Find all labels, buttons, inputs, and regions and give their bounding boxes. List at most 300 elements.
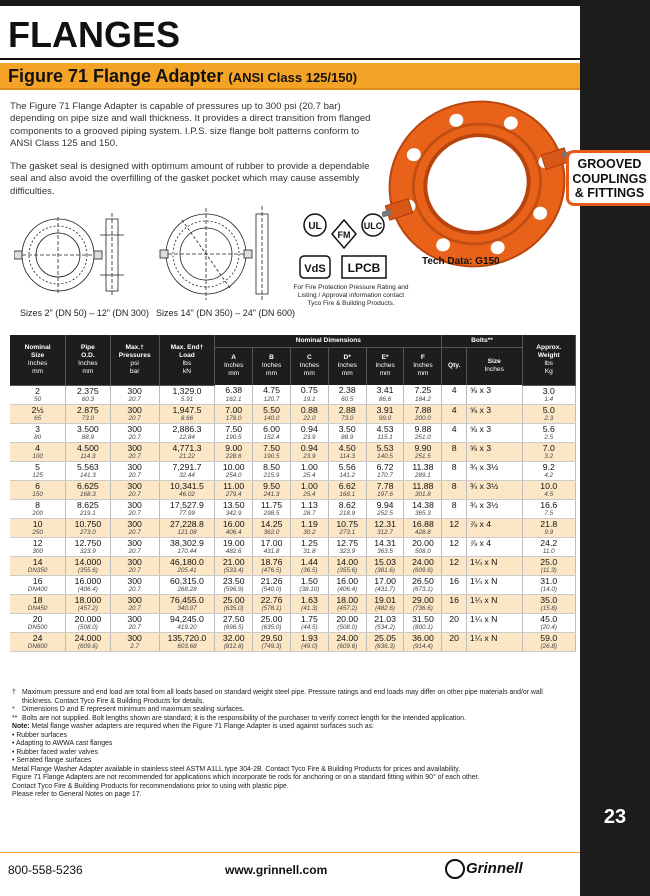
table-cell: (476.5) <box>253 567 291 576</box>
table-cell: 21.26 <box>253 575 291 586</box>
table-cell: ⅝ x 3 <box>466 404 522 415</box>
table-cell: 9.2 <box>522 461 575 472</box>
table-cell: 27.50 <box>215 613 253 624</box>
table-cell: 162.1 <box>215 396 253 405</box>
table-cell: 8.66 <box>159 415 215 424</box>
svg-text:FM: FM <box>337 230 351 240</box>
table-cell: 168.1 <box>328 491 366 500</box>
table-cell: 1.19 <box>290 518 328 529</box>
table-cell: 300 <box>110 461 159 472</box>
table-cell: 0.75 <box>290 385 328 396</box>
table-cell: 10 <box>10 518 66 529</box>
fm-logo-icon <box>332 220 356 248</box>
table-cell: 16 <box>10 575 66 586</box>
table-cell: (44.5) <box>290 624 328 633</box>
table-cell: 250 <box>10 529 66 538</box>
table-cell: ⅝ x 3 <box>466 385 522 396</box>
table-cell: 11.0 <box>522 548 575 557</box>
table-cell: (749.3) <box>253 643 291 652</box>
table-cell: 36.00 <box>404 632 442 643</box>
table-cell <box>466 643 522 652</box>
table-cell: 5.91 <box>159 396 215 405</box>
table-cell: 1¼ x N <box>466 594 522 605</box>
table-cell: 18.00 <box>328 594 366 605</box>
table-row <box>10 518 576 529</box>
table-cell: 197.6 <box>366 491 404 500</box>
table-cell <box>466 567 522 576</box>
table-cell: 4 <box>10 442 66 453</box>
table-cell <box>442 396 466 405</box>
table-row-metric <box>10 491 576 500</box>
table-cell: 218.9 <box>328 510 366 519</box>
table-cell: 26.50 <box>404 575 442 586</box>
table-cell: DN450 <box>10 605 66 614</box>
table-cell <box>466 434 522 443</box>
drawing-large-sizes <box>152 200 280 308</box>
table-cell: 300 <box>110 594 159 605</box>
table-cell: 6.38 <box>215 385 253 396</box>
table-cell: 4,771.3 <box>159 442 215 453</box>
table-cell: 8 <box>442 461 466 472</box>
table-cell: (636.3) <box>366 643 404 652</box>
col-d: D* Inches mm <box>328 347 366 385</box>
table-cell: (26.8) <box>522 643 575 652</box>
table-cell: 1.4 <box>522 396 575 405</box>
footer-website-link[interactable]: www.grinnell.com <box>225 863 328 877</box>
table-cell: 268.28 <box>159 586 215 595</box>
table-cell: 3.2 <box>522 453 575 462</box>
table-cell: 20.000 <box>66 613 111 624</box>
table-cell <box>466 472 522 481</box>
table-cell: 4 <box>442 404 466 415</box>
table-cell: 300 <box>110 385 159 396</box>
table-cell: 20.7 <box>110 472 159 481</box>
table-cell: 603.68 <box>159 643 215 652</box>
svg-text:VdS: VdS <box>304 263 326 275</box>
table-cell: (36.5) <box>290 567 328 576</box>
table-row <box>10 404 576 415</box>
table-cell: 2½ <box>10 404 66 415</box>
note-tie-rods: Figure 71 Flange Adapters are not recommended for applications which incorporate tie rods for anchoring or on a standard fitting within 90° of each other. <box>12 774 480 781</box>
table-cell <box>442 605 466 614</box>
table-cell: 27,228.8 <box>159 518 215 529</box>
table-cell: DN400 <box>10 586 66 595</box>
table-cell: 9.9 <box>522 529 575 538</box>
table-cell: 2.5 <box>522 434 575 443</box>
table-cell: 363.5 <box>366 548 404 557</box>
table-cell <box>442 567 466 576</box>
grinnell-logo-icon <box>445 859 465 879</box>
table-cell: 1.63 <box>290 594 328 605</box>
table-cell: 22.76 <box>253 594 291 605</box>
table-cell: 8.625 <box>66 499 111 510</box>
table-cell: 121.08 <box>159 529 215 538</box>
table-cell: 20.7 <box>110 434 159 443</box>
table-cell: 8.62 <box>328 499 366 510</box>
table-cell: ¾ x 3½ <box>466 480 522 491</box>
table-cell: 86.6 <box>366 396 404 405</box>
table-cell: 21.8 <box>522 518 575 529</box>
table-cell: 251.5 <box>404 453 442 462</box>
table-cell: 219.1 <box>66 510 111 519</box>
table-cell: 2.38 <box>328 385 366 396</box>
table-cell: 76,455.0 <box>159 594 215 605</box>
table-cell: 11.88 <box>404 480 442 491</box>
note-pressure: † Maximum pressure and end load are total from all loads based on standard weight steel pipe. Pressure ratings and end loads may differ on other pipe materials and/or wall thickness. Contact Tyco Fire & Building Products for details. <box>12 689 543 705</box>
table-cell: 11.00 <box>215 480 253 491</box>
table-cell: 300 <box>110 404 159 415</box>
table-cell: 10,341.5 <box>159 480 215 491</box>
table-cell: 3.50 <box>328 423 366 434</box>
table-cell: 20.7 <box>110 510 159 519</box>
table-cell: 2.88 <box>328 404 366 415</box>
table-cell: 140.0 <box>253 415 291 424</box>
table-row <box>10 499 576 510</box>
svg-text:ULC: ULC <box>363 221 383 231</box>
table-cell <box>466 529 522 538</box>
table-cell: (800.1) <box>404 624 442 633</box>
table-cell: 215.9 <box>253 472 291 481</box>
note-washer: Note: Metal flange washer adapters are required when the Figure 71 Flange Adapter is used against surfaces such as: <box>12 723 374 730</box>
table-cell: 17.00 <box>366 575 404 586</box>
table-cell: 10.00 <box>215 461 253 472</box>
table-cell: ⅝ x 3 <box>466 423 522 434</box>
table-cell: (578.1) <box>253 605 291 614</box>
table-cell: 23.50 <box>215 575 253 586</box>
table-cell: (355.6) <box>66 567 111 576</box>
table-cell <box>442 624 466 633</box>
table-cell: (736.6) <box>404 605 442 614</box>
table-cell: 279.4 <box>215 491 253 500</box>
table-cell: 7.78 <box>366 480 404 491</box>
table-cell: 115.1 <box>366 434 404 443</box>
table-cell: 7.0 <box>522 442 575 453</box>
table-cell: 141.3 <box>66 472 111 481</box>
table-cell: ⅞ x 4 <box>466 518 522 529</box>
table-cell: 300 <box>110 518 159 529</box>
table-cell: 2.7 <box>110 643 159 652</box>
table-cell: (609.6) <box>328 643 366 652</box>
col-max-pressure: Max.† Pressures psi bar <box>110 335 159 385</box>
table-cell: 135,720.0 <box>159 632 215 643</box>
table-cell: 15.03 <box>366 556 404 567</box>
table-cell: 16 <box>442 575 466 586</box>
table-cell: 1¼ x N <box>466 632 522 643</box>
table-cell: 1¼ x N <box>466 613 522 624</box>
table-cell: 4.500 <box>66 442 111 453</box>
table-cell: 14.31 <box>366 537 404 548</box>
table-cell: 168.3 <box>66 491 111 500</box>
table-cell: 14.38 <box>404 499 442 510</box>
table-cell: 14.25 <box>253 518 291 529</box>
table-cell: 28.7 <box>290 510 328 519</box>
table-cell <box>442 434 466 443</box>
table-row <box>10 385 576 396</box>
col-a: A Inches mm <box>215 347 253 385</box>
table-cell: 406.4 <box>215 529 253 538</box>
table-cell: 273.1 <box>328 529 366 538</box>
spec-table-body <box>10 385 576 651</box>
table-cell: (698.5) <box>215 624 253 633</box>
table-cell <box>466 548 522 557</box>
certification-logos <box>298 212 390 284</box>
table-cell: 18 <box>10 594 66 605</box>
table-cell: 190.5 <box>253 453 291 462</box>
table-cell: 31.50 <box>404 613 442 624</box>
note-stainless: Metal Flange Washer Adapter available in stainless steel ASTM A1LL type 304-2B. Contact Tyco Fire & Building Products for prices and availability. <box>12 765 461 773</box>
table-cell: 1.25 <box>290 537 328 548</box>
table-cell: ⅝ x 3 <box>466 442 522 453</box>
table-cell: (609.6) <box>66 643 111 652</box>
table-cell: 32.44 <box>159 472 215 481</box>
table-cell: 8 <box>442 480 466 491</box>
table-cell: 300 <box>110 499 159 510</box>
table-cell: 1.00 <box>290 480 328 491</box>
table-cell: 5.563 <box>66 461 111 472</box>
table-cell: (609.6) <box>404 567 442 576</box>
subtitle-bar <box>0 63 580 90</box>
table-cell: 5.53 <box>366 442 404 453</box>
table-cell: 14 <box>10 556 66 567</box>
table-cell: 32.00 <box>215 632 253 643</box>
table-cell: 35.0 <box>522 594 575 605</box>
table-cell: 23.9 <box>290 434 328 443</box>
table-cell: DN600 <box>10 643 66 652</box>
table-cell: 228.6 <box>215 453 253 462</box>
vds-logo-icon <box>300 256 330 278</box>
table-cell <box>442 548 466 557</box>
table-cell: (38.10) <box>290 586 328 595</box>
table-cell: 4.75 <box>253 385 291 396</box>
ulc-logo-icon <box>362 214 384 236</box>
table-cell: 4 <box>442 385 466 396</box>
col-end-load: Max. End† Load lbs kN <box>159 335 215 385</box>
note-bullet: • Serrated flange surfaces <box>12 757 92 764</box>
table-cell <box>466 396 522 405</box>
table-cell: 9.00 <box>215 442 253 453</box>
table-cell: 29.00 <box>404 594 442 605</box>
table-cell: 16.6 <box>522 499 575 510</box>
table-cell: 73.0 <box>328 415 366 424</box>
table-row <box>10 594 576 605</box>
subtitle <box>8 66 357 87</box>
table-cell: 17.00 <box>253 537 291 548</box>
table-cell: (596.9) <box>215 586 253 595</box>
table-cell: 300 <box>110 556 159 567</box>
table-cell: 2.375 <box>66 385 111 396</box>
table-cell: 140.5 <box>366 453 404 462</box>
table-cell <box>442 453 466 462</box>
note-general: Please refer to General Notes on page 17. <box>12 791 142 798</box>
table-cell: 1.44 <box>290 556 328 567</box>
table-cell: 300 <box>110 480 159 491</box>
table-cell: 4.2 <box>522 472 575 481</box>
intro-paragraph-2: The gasket seal is designed with optimum amount of rubber to provide a dependable seal and also avoid the overfilling of the gasket pocket which may cause assembly difficulties. <box>10 161 370 197</box>
flange-adapter-photo <box>382 92 572 277</box>
table-row <box>10 613 576 624</box>
title-divider <box>0 58 580 60</box>
table-cell: 99.0 <box>366 415 404 424</box>
table-cell: 8 <box>442 499 466 510</box>
table-cell: 24.000 <box>66 632 111 643</box>
table-row-metric <box>10 415 576 424</box>
table-cell: 289.1 <box>404 472 442 481</box>
table-cell: 6.00 <box>253 423 291 434</box>
note-dimensions: * Dimensions D and E represent minimum and maximum sealing surfaces. <box>12 706 245 713</box>
table-cell: 25.05 <box>366 632 404 643</box>
table-cell: 200.0 <box>404 415 442 424</box>
section-tab-line2: COUPLINGS <box>572 171 647 186</box>
table-cell: 170.44 <box>159 548 215 557</box>
table-row <box>10 461 576 472</box>
table-cell: 2,886.3 <box>159 423 215 434</box>
table-cell: (20.4) <box>522 624 575 633</box>
table-cell <box>466 624 522 633</box>
table-cell: 29.50 <box>253 632 291 643</box>
drawing-small-sizes <box>14 205 132 305</box>
table-cell: 20.7 <box>110 624 159 633</box>
col-f: F Inches mm <box>404 347 442 385</box>
table-cell: 9.90 <box>404 442 442 453</box>
table-cell: 25.00 <box>253 613 291 624</box>
table-cell: (673.1) <box>404 586 442 595</box>
table-cell: 16.88 <box>404 518 442 529</box>
table-cell: 1.93 <box>290 632 328 643</box>
note-bullet: • Rubber surfaces <box>12 731 67 739</box>
table-cell: 1.50 <box>290 575 328 586</box>
table-cell: 431.8 <box>253 548 291 557</box>
table-cell: 22.0 <box>290 415 328 424</box>
table-cell: 6.625 <box>66 480 111 491</box>
table-row-metric <box>10 472 576 481</box>
page-number: 23 <box>603 806 627 828</box>
table-cell: 59.0 <box>522 632 575 643</box>
table-cell: 6 <box>10 480 66 491</box>
right-rail <box>580 0 650 896</box>
table-cell: (431.7) <box>366 586 404 595</box>
table-cell <box>442 491 466 500</box>
table-cell: 8.50 <box>253 461 291 472</box>
subtitle-main: Figure 71 Flange Adapter <box>8 66 224 86</box>
table-cell: 7.5 <box>522 510 575 519</box>
table-cell: 298.5 <box>253 510 291 519</box>
note-plastic-pipe: Contact Tyco Fire & Building Products for recommendations prior to using with plastic pipe. <box>12 782 289 790</box>
table-row-metric <box>10 586 576 595</box>
table-cell: 25.4 <box>290 491 328 500</box>
table-cell: 12.31 <box>366 518 404 529</box>
table-cell: 205.41 <box>159 567 215 576</box>
table-cell: (15.8) <box>522 605 575 614</box>
svg-text:UL: UL <box>308 221 322 232</box>
table-cell: 10.0 <box>522 480 575 491</box>
table-cell: 13.50 <box>215 499 253 510</box>
table-cell: 12 <box>10 537 66 548</box>
table-cell: 5.6 <box>522 423 575 434</box>
table-cell: (533.4) <box>215 567 253 576</box>
caption-large-sizes: Sizes 14" (DN 350) – 24" (DN 600) <box>156 308 295 318</box>
table-cell: 419.20 <box>159 624 215 633</box>
table-cell: 24.00 <box>404 556 442 567</box>
table-cell <box>466 415 522 424</box>
table-cell: 1¼ x N <box>466 575 522 586</box>
table-cell: 10.750 <box>66 518 111 529</box>
table-cell: 23.9 <box>290 453 328 462</box>
table-row-metric <box>10 529 576 538</box>
table-cell: 1.13 <box>290 499 328 510</box>
table-cell: 2 <box>10 385 66 396</box>
table-row <box>10 423 576 434</box>
table-cell: (14.0) <box>522 586 575 595</box>
table-cell: 24 <box>10 632 66 643</box>
table-cell: 10.75 <box>328 518 366 529</box>
table-cell: 3.41 <box>366 385 404 396</box>
table-row <box>10 537 576 548</box>
table-cell: 200 <box>10 510 66 519</box>
table-cell: 3.0 <box>522 385 575 396</box>
table-cell: 14.000 <box>66 556 111 567</box>
table-cell: 178.0 <box>215 415 253 424</box>
table-cell <box>442 643 466 652</box>
table-row-metric <box>10 453 576 462</box>
certification-note: For Fire Protection Pressure Rating and Listing / Approval information contact Tyco Fire & Building Products. <box>293 284 409 307</box>
svg-text:LPCB: LPCB <box>347 261 381 275</box>
table-cell: 11.75 <box>253 499 291 510</box>
table-cell: 300 <box>110 632 159 643</box>
note-bullet: • Adapting to AWWA cast flanges <box>12 740 113 747</box>
table-cell: 7.25 <box>404 385 442 396</box>
table-cell: 12.84 <box>159 434 215 443</box>
footer-divider <box>0 852 580 853</box>
table-cell: 60.5 <box>328 396 366 405</box>
ul-logo-icon <box>304 214 326 236</box>
table-cell: 20.7 <box>110 586 159 595</box>
table-row <box>10 556 576 567</box>
col-bolt-qty: Qty. <box>442 347 466 385</box>
table-cell <box>442 510 466 519</box>
table-cell: (457.2) <box>328 605 366 614</box>
table-cell: (406.4) <box>328 586 366 595</box>
table-cell: 20 <box>442 632 466 643</box>
table-cell <box>466 453 522 462</box>
table-cell: 20.7 <box>110 548 159 557</box>
top-bar <box>0 0 580 6</box>
table-cell: 19.1 <box>290 396 328 405</box>
table-cell: 3 <box>10 423 66 434</box>
table-cell: 31.8 <box>290 548 328 557</box>
table-cell: (812.8) <box>215 643 253 652</box>
table-row-metric <box>10 548 576 557</box>
table-cell: 300 <box>10 548 66 557</box>
table-cell: 88.9 <box>328 434 366 443</box>
table-cell <box>442 529 466 538</box>
table-cell: 114.3 <box>328 453 366 462</box>
table-cell: 18.000 <box>66 594 111 605</box>
table-cell: 184.2 <box>404 396 442 405</box>
table-cell: 273.0 <box>66 529 111 538</box>
col-nominal: Nominal Size Inches mm <box>10 335 66 385</box>
table-cell: 9.88 <box>404 423 442 434</box>
table-cell: (41.3) <box>290 605 328 614</box>
footer-phone: 800-558-5236 <box>8 863 83 877</box>
table-row <box>10 480 576 491</box>
col-e: E* Inches mm <box>366 347 404 385</box>
col-bolt-size: Size Inches <box>466 347 522 385</box>
table-cell: 251.0 <box>404 434 442 443</box>
table-cell: 7,291.7 <box>159 461 215 472</box>
table-cell: 150 <box>10 491 66 500</box>
table-cell: 100 <box>10 453 66 462</box>
table-cell: 8 <box>442 442 466 453</box>
